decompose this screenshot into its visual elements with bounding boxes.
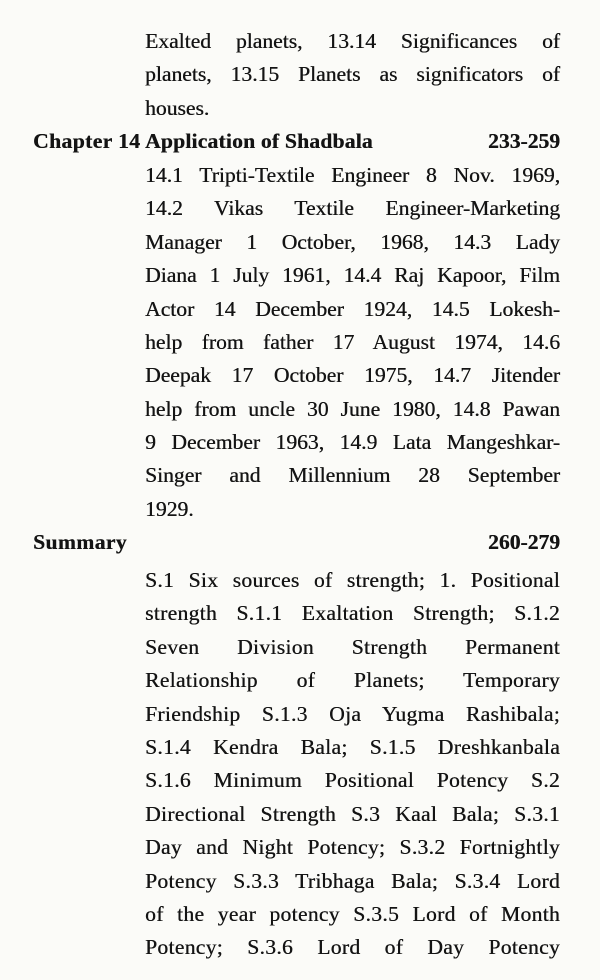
toc-line: Actor 14 December 1924, 14.5 Lokesh- (145, 296, 560, 321)
toc-line: Friendship S.1.3 Oja Yugma Rashibala; (145, 701, 560, 726)
summary-label: Summary (33, 530, 127, 555)
toc-line: Manager 1 October, 1968, 14.3 Lady (145, 229, 560, 254)
chapter-page-range: 233-259 (488, 129, 560, 154)
toc-line: strength S.1.1 Exaltation Strength; S.1.2 (145, 601, 560, 626)
toc-line: Exalted planets, 13.14 Significances of (145, 29, 560, 53)
toc-line: Diana 1 July 1961, 14.4 Raj Kapoor, Film (145, 263, 560, 288)
toc-line: 14.1 Tripti-Textile Engineer 8 Nov. 1969, (145, 162, 560, 187)
toc-line: help from uncle 30 June 1980, 14.8 Pawan (145, 396, 560, 421)
toc-line: Seven Division Strength Permanent (145, 634, 560, 659)
toc-line: Singer and Millennium 28 September (145, 463, 560, 488)
toc-line: help from father 17 August 1974, 14.6 (145, 329, 560, 354)
toc-line: planets, 13.15 Planets as significators of (145, 62, 560, 87)
chapter14-topics-block (145, 159, 560, 526)
toc-line: Relationship of Planets; Temporary (145, 668, 560, 693)
chapter-title: Application of Shadbala (145, 129, 373, 154)
toc-line: 14.2 Vikas Textile Engineer-Marketing (145, 196, 560, 221)
summary-entry-row (33, 526, 560, 560)
toc-line: 1929. (145, 496, 194, 521)
toc-line: S.1 Six sources of strength; 1. Positional (145, 568, 560, 593)
toc-line: of the year potency S.3.5 Lord of Month (145, 901, 560, 926)
chapter13-continuation-block (145, 25, 560, 125)
toc-line: houses. (145, 95, 210, 120)
toc-line: Potency; S.3.6 Lord of Day Potency (145, 935, 560, 960)
summary-page-range: 260-279 (488, 530, 560, 555)
chapter-label: Chapter 14 (33, 129, 141, 154)
toc-line: Day and Night Potency; S.3.2 Fortnightly (145, 835, 560, 860)
summary-topics-block (145, 564, 560, 965)
toc-line: Potency S.3.3 Tribhaga Bala; S.3.4 Lord (145, 868, 560, 893)
chapter-entry-row (33, 125, 560, 159)
toc-line: 9 December 1963, 14.9 Lata Mangeshkar- (145, 430, 560, 455)
toc-line: Directional Strength S.3 Kaal Bala; S.3.1 (145, 801, 560, 826)
toc-line: S.1.4 Kendra Bala; S.1.5 Dreshkanbala (145, 735, 560, 760)
toc-line: Deepak 17 October 1975, 14.7 Jitender (145, 363, 560, 388)
toc-line: S.1.6 Minimum Positional Potency S.2 (145, 768, 560, 793)
